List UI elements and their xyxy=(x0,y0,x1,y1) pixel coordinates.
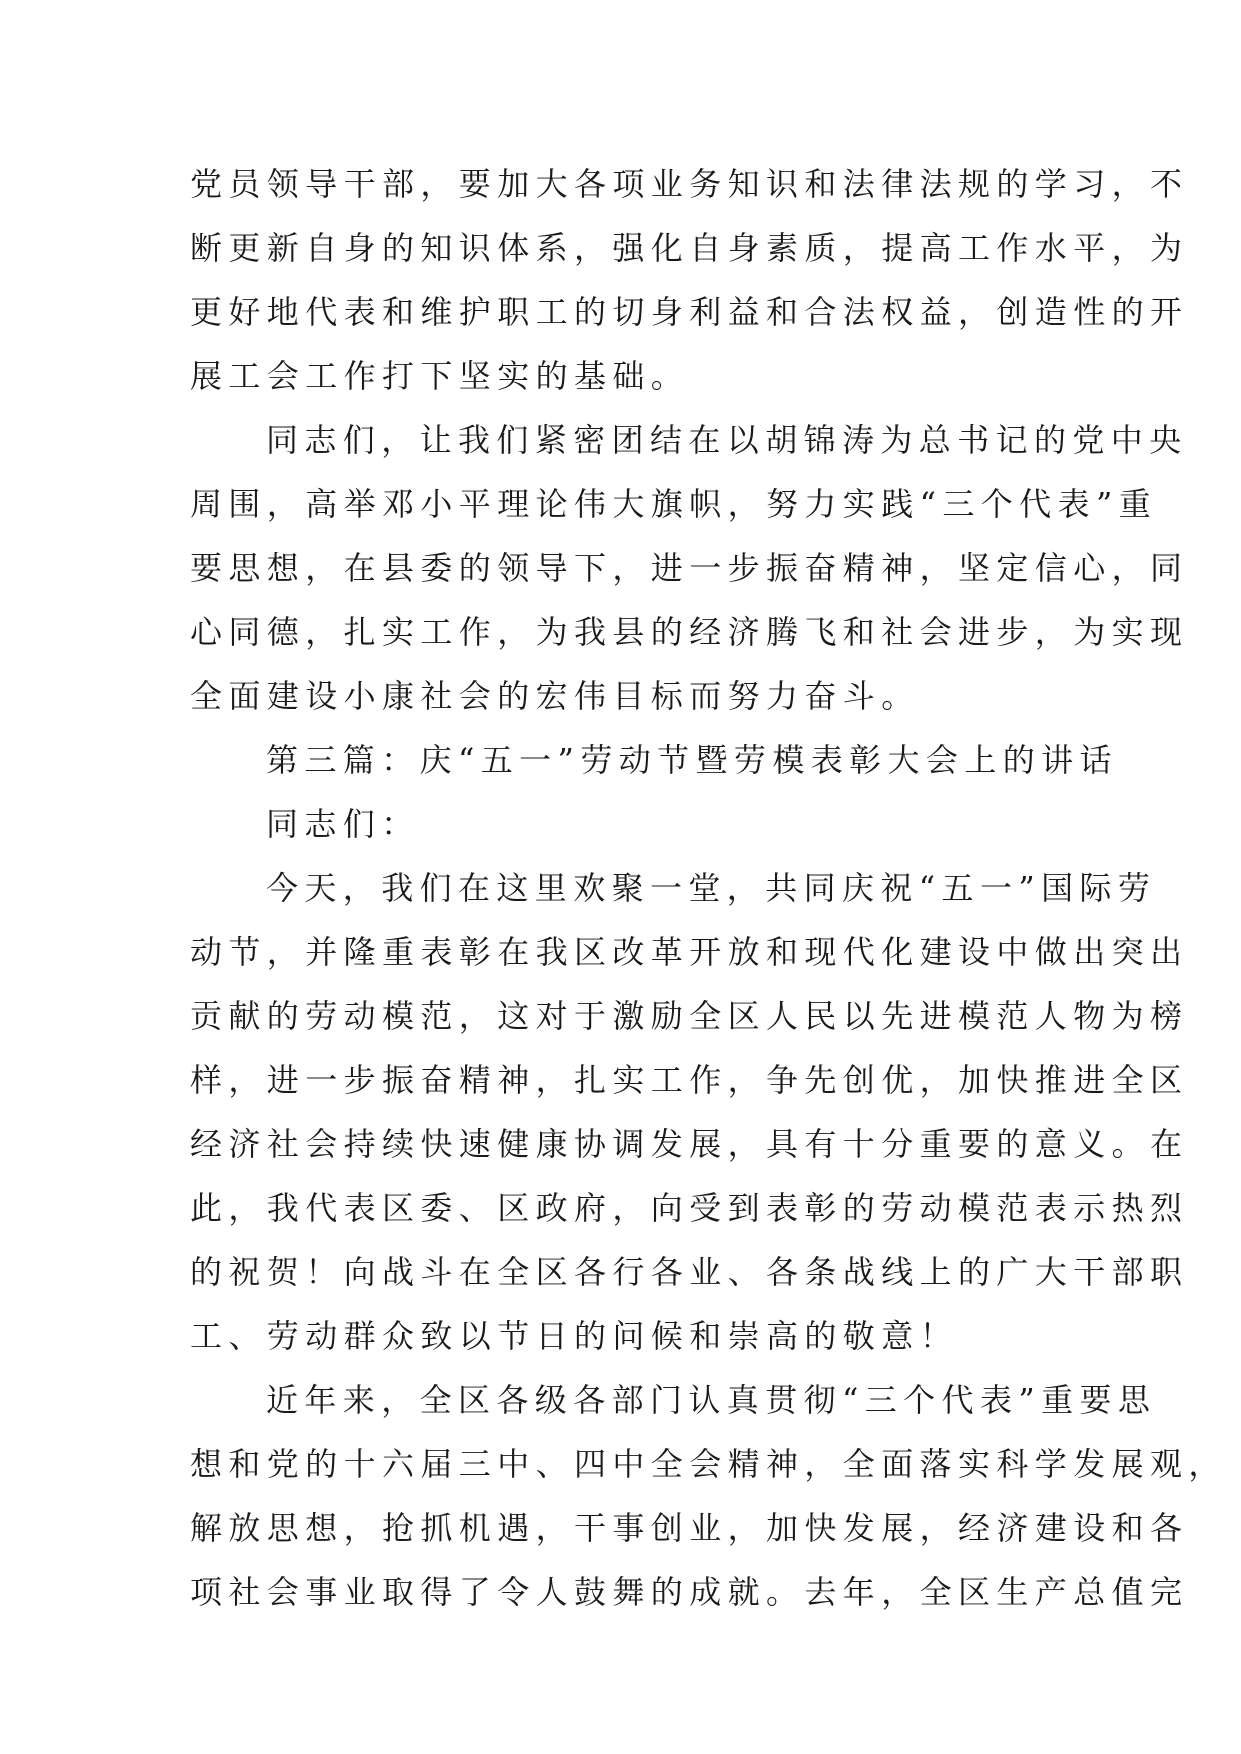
text-line: 贡献的劳动模范，这对于激励全区人民以先进模范人物为榜 xyxy=(190,997,1189,1035)
text-line: 周围，高举邓小平理论伟大旗帜，努力实践“三个代表”重 xyxy=(190,485,1158,523)
text-line: 样，进一步振奋精神，扎实工作，争先创优，加快推进全区 xyxy=(190,1061,1189,1099)
closing-paragraph xyxy=(190,408,1189,728)
paragraph-1 xyxy=(190,856,1189,1368)
text-line: 动节，并隆重表彰在我区改革开放和现代化建设中做出突出 xyxy=(190,933,1189,971)
text-line: 近年来，全区各级各部门认真贯彻“三个代表”重要思 xyxy=(266,1381,1157,1419)
text-line: 项社会事业取得了令人鼓舞的成就。去年，全区生产总值完 xyxy=(190,1573,1189,1611)
text-line: 同志们，让我们紧密团结在以胡锦涛为总书记的党中央 xyxy=(266,421,1188,459)
text-line: 今天，我们在这里欢聚一堂，共同庆祝“五一”国际劳 xyxy=(266,869,1157,907)
text-line: 更好地代表和维护职工的切身利益和合法权益，创造性的开 xyxy=(190,293,1189,331)
text-line: 工、劳动群众致以节日的问候和崇高的敬意！ xyxy=(190,1317,959,1355)
paragraph-2 xyxy=(190,1368,1227,1624)
text-line: 此，我代表区委、区政府，向受到表彰的劳动模范表示热烈 xyxy=(190,1189,1189,1227)
text-line: 想和党的十六届三中、四中全会精神，全面落实科学发展观， xyxy=(190,1445,1227,1483)
salutation: 同志们： xyxy=(266,805,420,843)
text-block-lower xyxy=(190,792,1227,1624)
section-title: 第三篇：庆“五一”劳动节暨劳模表彰大会上的讲话 xyxy=(266,741,1118,779)
text-line: 经济社会持续快速健康协调发展，具有十分重要的意义。在 xyxy=(190,1125,1189,1163)
text-line: 心同德，扎实工作，为我县的经济腾飞和社会进步，为实现 xyxy=(190,613,1189,651)
text-line: 党员领导干部，要加大各项业务知识和法律法规的学习，不 xyxy=(190,165,1189,203)
text-line: 要思想，在县委的领导下，进一步振奋精神，坚定信心，同 xyxy=(190,549,1189,587)
text-line: 展工会工作打下坚实的基础。 xyxy=(190,357,690,395)
text-line: 断更新自身的知识体系，强化自身素质，提高工作水平，为 xyxy=(190,229,1189,267)
text-line: 的祝贺！向战斗在全区各行各业、各条战线上的广大干部职 xyxy=(190,1253,1189,1291)
text-line: 全面建设小康社会的宏伟目标而努力奋斗。 xyxy=(190,677,920,715)
text-line: 解放思想，抢抓机遇，干事创业，加快发展，经济建设和各 xyxy=(190,1509,1189,1547)
text-block-upper xyxy=(190,152,1189,792)
continuation-paragraph xyxy=(190,152,1189,408)
